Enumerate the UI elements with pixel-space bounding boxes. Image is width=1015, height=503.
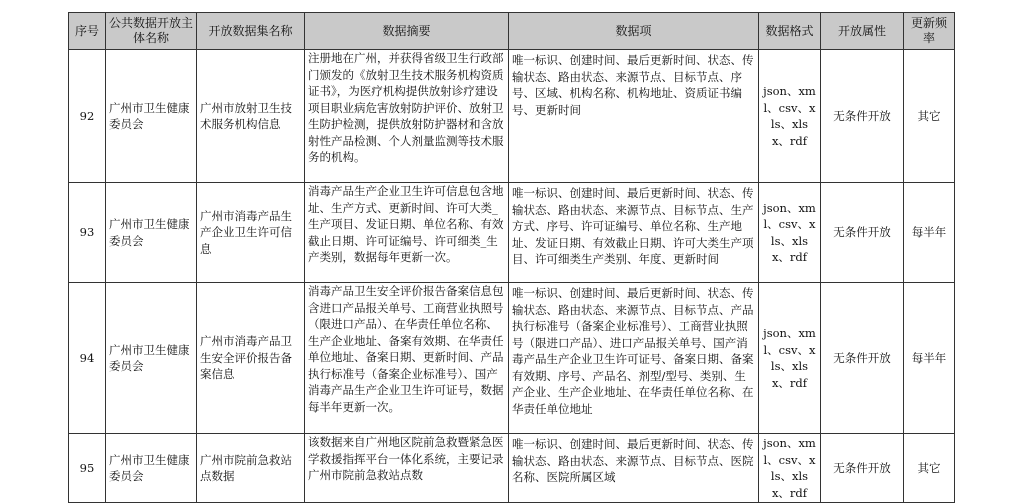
summary-cell: [305, 283, 509, 434]
table-row: [69, 434, 955, 503]
publisher-name: 广州市卫生健康委员会: [106, 434, 197, 503]
data-summary: 该数据来自广州地区院前急救暨紧急医学救援指挥平台一体化系统，主要记录广州市院前急救站点数: [308, 435, 504, 481]
header-cell-freq: 更新频率: [904, 13, 955, 50]
table-row: [69, 183, 955, 283]
row-number: 95: [69, 434, 106, 503]
row-number: 93: [69, 183, 106, 283]
table-row: [69, 50, 955, 183]
data-format: json、xml、csv、xls、xlsx、rdf: [759, 50, 821, 183]
header-cell-summary: 数据摘要: [305, 13, 509, 50]
dataset-name: 广州市院前急救站点数据: [197, 434, 305, 503]
row-number: 94: [69, 283, 106, 434]
data-summary: 注册地在广州，并获得省级卫生行政部门颁发的《放射卫生技术服务机构资质证书》，为医疗机构提供放射诊疗建设项目职业病危害放射防护评价、放射卫生防护检测，提供放射防护器材和含放射性产品检测、个人剂量监测等技术服务的机构。: [308, 51, 504, 164]
update-frequency: 其它: [904, 50, 955, 183]
data-items: 唯一标识、创建时间、最后更新时间、状态、传输状态、路由状态、来源节点、目标节点、产品执行标准号（备案企业标准号）、工商营业执照号（限进口产品）、进口产品报关单号、国产消毒产品生产企业卫生许可证号、备案日期、备案有效期、序号、产品名、剂型/型号、类别、生产企业、生产企业地址、在华责任单位名称、在华责任单位地址: [509, 283, 759, 434]
data-format: json、xml、csv、xls、xlsx、rdf: [759, 434, 821, 503]
header-cell-dataset: 开放数据集名称: [197, 13, 305, 50]
header-cell-items: 数据项: [509, 13, 759, 50]
dataset-name: 广州市消毒产品卫生安全评价报告备案信息: [197, 283, 305, 434]
publisher-name: 广州市卫生健康委员会: [106, 183, 197, 283]
publisher-name: 广州市卫生健康委员会: [106, 283, 197, 434]
data-items: 唯一标识、创建时间、最后更新时间、状态、传输状态、路由状态、来源节点、目标节点、生产方式、序号、许可证编号、单位名称、生产地址、发证日期、有效截止日期、许可大类生产项目、许可细类生产类别、年度、更新时间: [509, 183, 759, 283]
summary-cell: [305, 434, 509, 503]
dataset-name: 广州市放射卫生技术服务机构信息: [197, 50, 305, 183]
table-row: [69, 283, 955, 434]
data-items: 唯一标识、创建时间、最后更新时间、状态、传输状态、路由状态、来源节点、目标节点、序号、区域、机构名称、机构地址、资质证书编号、更新时间: [509, 50, 759, 183]
open-data-table: [68, 12, 955, 503]
open-attribute: 无条件开放: [821, 283, 904, 434]
summary-cell: [305, 183, 509, 283]
publisher-name: 广州市卫生健康委员会: [106, 50, 197, 183]
header-row: [69, 13, 955, 50]
data-items: 唯一标识、创建时间、最后更新时间、状态、传输状态、路由状态、来源节点、目标节点、医院名称、医院所属区域: [509, 434, 759, 503]
update-frequency: 每半年: [904, 183, 955, 283]
open-attribute: 无条件开放: [821, 434, 904, 503]
update-frequency: 其它: [904, 434, 955, 503]
open-attribute: 无条件开放: [821, 183, 904, 283]
summary-cell: [305, 50, 509, 183]
header-cell-format: 数据格式: [759, 13, 821, 50]
row-number: 92: [69, 50, 106, 183]
open-attribute: 无条件开放: [821, 50, 904, 183]
data-format: json、xml、csv、xls、xlsx、rdf: [759, 183, 821, 283]
header-cell-attr: 开放属性: [821, 13, 904, 50]
dataset-name: 广州市消毒产品生产企业卫生许可信息: [197, 183, 305, 283]
data-summary: 消毒产品卫生安全评价报告备案信息包含进口产品报关单号、工商营业执照号（限进口产品）、在华责任单位名称、生产企业地址、备案有效期、在华责任单位地址、备案日期、更新时间、产品执行标准号（备案企业标准号）、国产消毒产品生产企业卫生许可证号，数据每半年更新一次。: [308, 284, 504, 414]
update-frequency: 每半年: [904, 283, 955, 434]
header-cell-no: 序号: [69, 13, 106, 50]
header-cell-org: 公共数据开放主体名称: [106, 13, 197, 50]
data-format: json、xml、csv、xls、xlsx、rdf: [759, 283, 821, 434]
data-summary: 消毒产品生产企业卫生许可信息包含地址、生产方式、更新时间、许可大类_生产项目、发证日期、单位名称、有效截止日期、许可证编号、许可细类_生产类别，数据每年更新一次。: [308, 184, 504, 264]
